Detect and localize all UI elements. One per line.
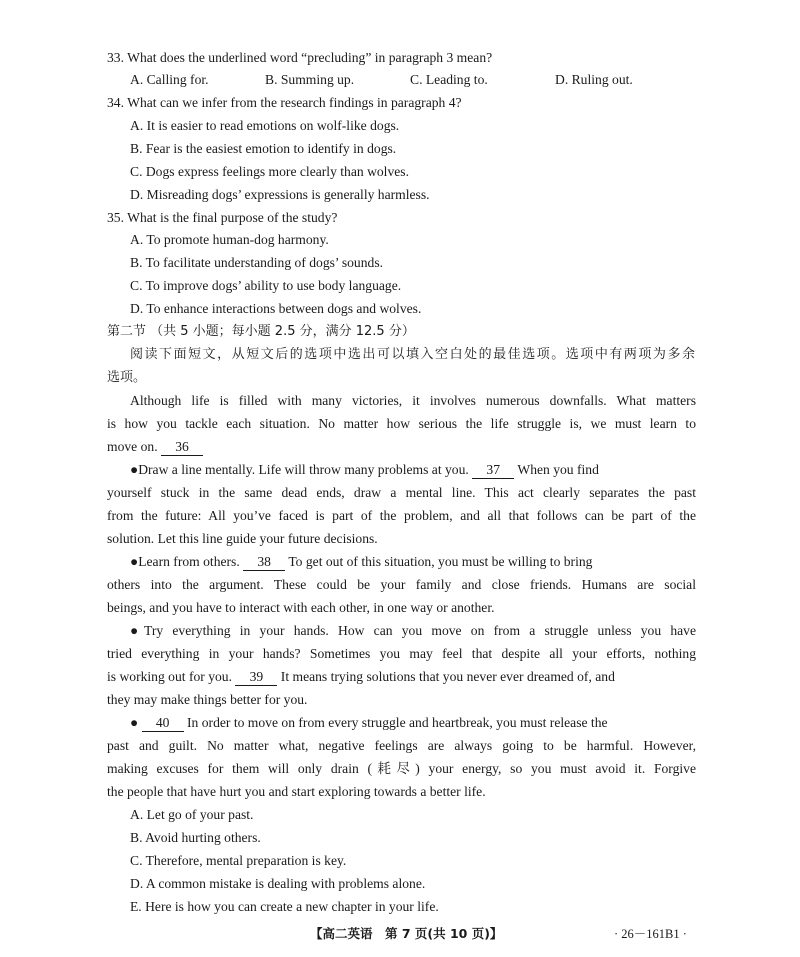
q34-option-b: B. Fear is the easiest emotion to identify in dogs. [130, 141, 397, 156]
p4-line1: ●Try everything in your hands. How can you move on from a struggle unless you have [130, 623, 696, 638]
q35-stem: 35. What is the final purpose of the study? [107, 210, 338, 225]
p5-text-b: In order to move on from every struggle and heartbreak, you must release the [187, 715, 608, 730]
p1-line2: is how you tackle each situation. No matter how serious the life struggle is, we must learn to [107, 416, 696, 431]
p2-line3: from the future: All you’ve faced is part of the problem, and all that follows can be part of the [107, 508, 696, 523]
choice-b: B. Avoid hurting others. [130, 830, 261, 845]
section-title: 第二节 （共 5 小题；每小题 2.5 分，满分 12.5 分） [107, 324, 415, 339]
q34-option-d: D. Misreading dogs’ expressions is generally harmless. [130, 187, 430, 202]
q34-stem: 34. What can we infer from the research findings in paragraph 4? [107, 95, 462, 110]
q33-option-c: C. Leading to. [410, 72, 488, 87]
blank-36[interactable]: 36 [161, 439, 203, 456]
p3-line3: beings, and you have to interact with each other, in one way or another. [107, 600, 495, 615]
blank-40[interactable]: 40 [142, 715, 184, 732]
p1-line3 [107, 437, 696, 457]
q35-option-a: A. To promote human-dog harmony. [130, 232, 329, 247]
blank-39[interactable]: 39 [235, 669, 277, 686]
p4-line3 [107, 667, 696, 687]
section-instruction: 阅读下面短文，从短文后的选项中选出可以填入空白处的最佳选项。选项中有两项为多余 [130, 347, 695, 362]
p5-line2: past and guilt. No matter what, negative feelings are always going to be harmful. However, [107, 738, 696, 753]
q33-option-a: A. Calling for. [130, 72, 209, 87]
p4-text-a: is working out for you. [107, 669, 232, 684]
blank-38[interactable]: 38 [243, 554, 285, 571]
q34-option-a: A. It is easier to read emotions on wolf-like dogs. [130, 118, 400, 133]
blank-37[interactable]: 37 [472, 462, 514, 479]
p2-text-b: When you find [517, 462, 599, 477]
p5-line4: the people that have hurt you and start exploring towards a better life. [107, 784, 486, 799]
q34-option-c: C. Dogs express feelings more clearly than wolves. [130, 164, 409, 179]
q33-option-b: B. Summing up. [265, 72, 355, 87]
p2-line2: yourself stuck in the same dead ends, draw a mental line. This act clearly separates the past [107, 485, 696, 500]
p2-text-a: ●Draw a line mentally. Life will throw many problems at you. [130, 462, 469, 477]
q35-option-b: B. To facilitate understanding of dogs’ sounds. [130, 255, 384, 270]
choice-a: A. Let go of your past. [130, 807, 254, 822]
choice-c: C. Therefore, mental preparation is key. [130, 853, 347, 868]
p3-text-a: ●Learn from others. [130, 554, 240, 569]
bullet: ● [130, 715, 139, 730]
q33-stem: 33. What does the underlined word “precluding” in paragraph 3 mean? [107, 50, 493, 65]
section-instruction-cont: 选项。 [107, 370, 147, 385]
q33-option-d: D. Ruling out. [555, 72, 633, 87]
p2-line1 [130, 460, 696, 480]
p4-text-b: It means trying solutions that you never ever dreamed of, and [280, 669, 615, 684]
p4-line4: they may make things better for you. [107, 692, 308, 707]
page-footer: 【高二英语 第 7 页(共 10 页)】 [310, 926, 503, 941]
p5-line3: making excuses for them will only drain (耗尽) your energy, so you must avoid it. Forgive [107, 761, 696, 776]
p2-line4: solution. Let this line guide your future decisions. [107, 531, 378, 546]
p4-line2: tried everything in your hands? Sometimes you may feel that despite all your efforts, nothing [107, 646, 696, 661]
q35-option-c: C. To improve dogs’ ability to use body language. [130, 278, 402, 293]
p5-line1 [130, 713, 696, 733]
p1-line1: Although life is filled with many victories, it involves numerous downfalls. What matters [130, 393, 696, 408]
p1-text: move on. [107, 439, 158, 454]
p3-text-b: To get out of this situation, you must be willing to bring [288, 554, 593, 569]
q35-option-d: D. To enhance interactions between dogs and wolves. [130, 301, 422, 316]
paper-code: · 26－161B1 · [614, 927, 687, 941]
choice-d: D. A common mistake is dealing with problems alone. [130, 876, 426, 891]
p3-line1 [130, 552, 696, 572]
choice-e: E. Here is how you can create a new chapter in your life. [130, 899, 439, 914]
p3-line2: others into the argument. These could be your family and close friends. Humans are social [107, 577, 696, 592]
